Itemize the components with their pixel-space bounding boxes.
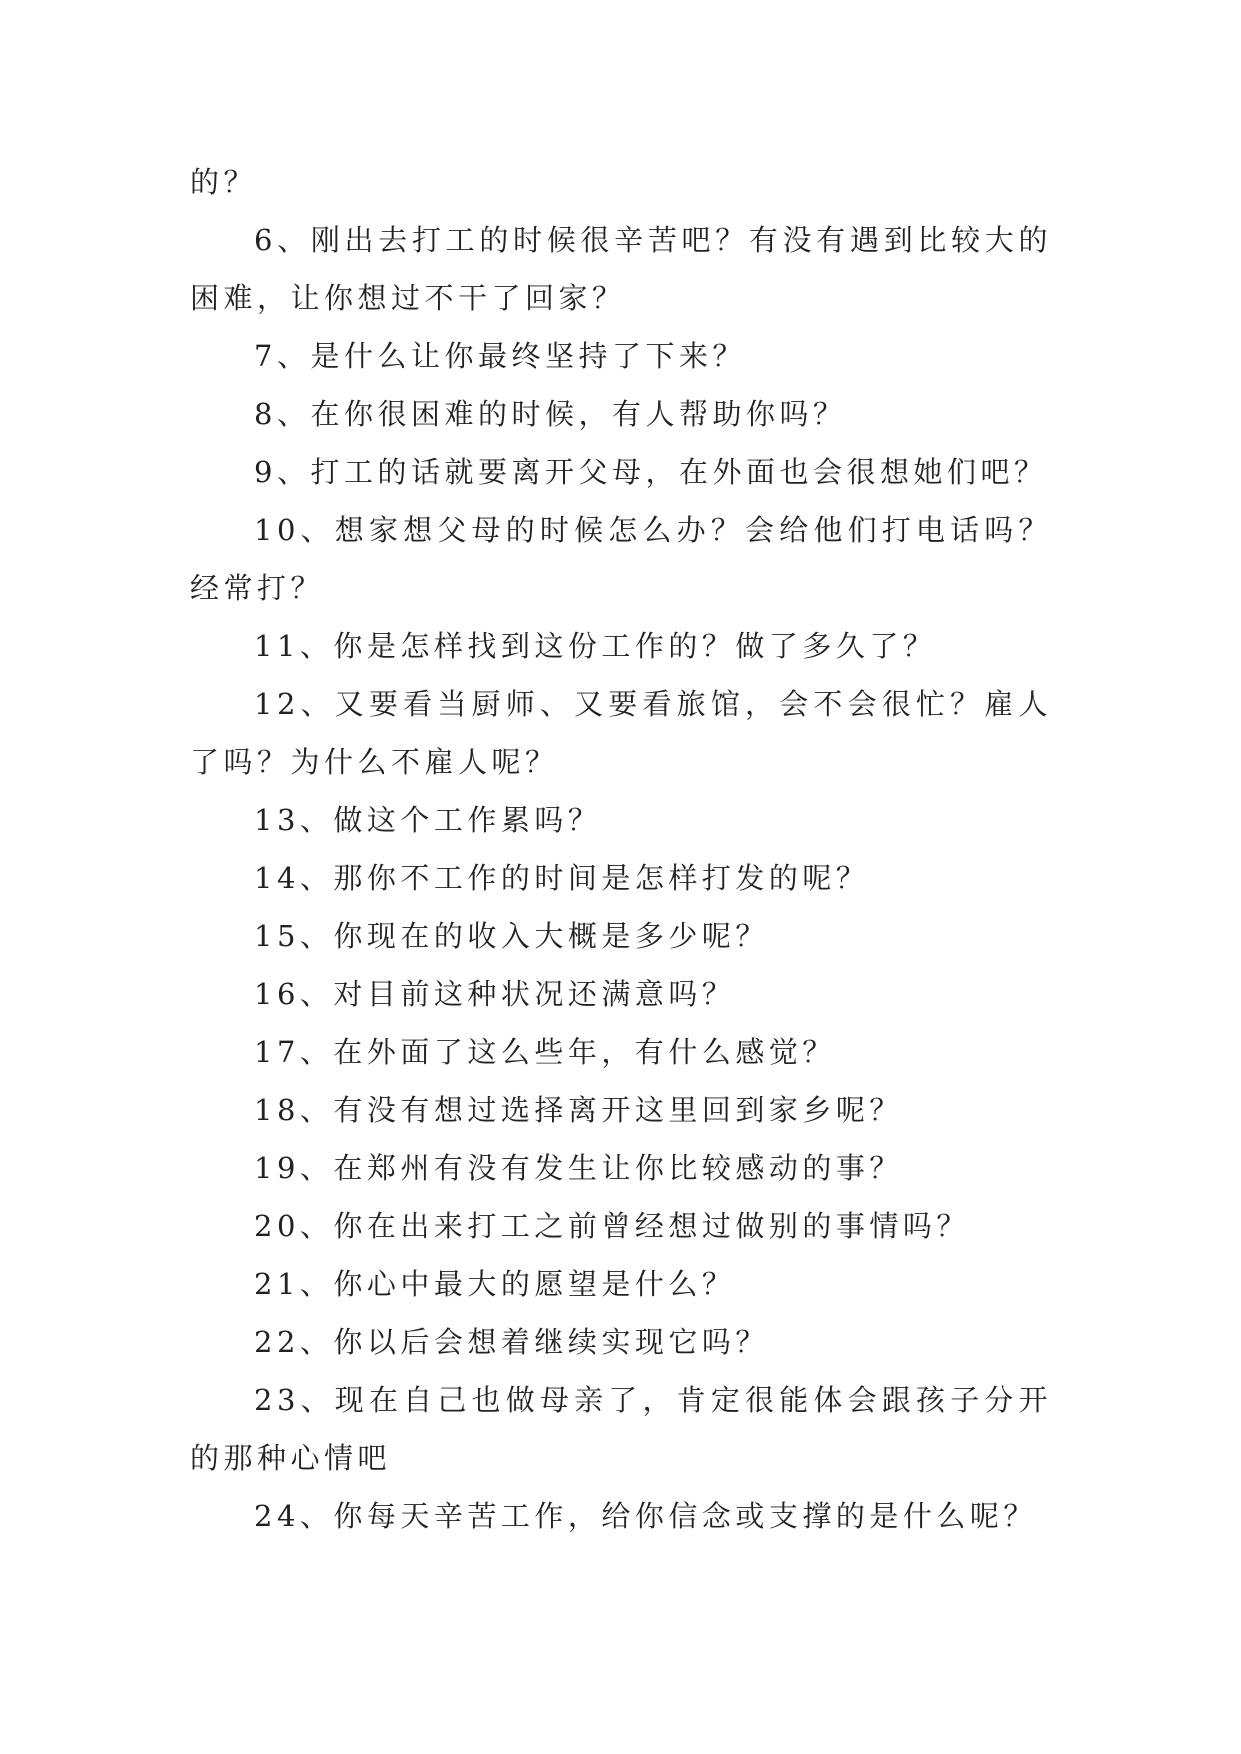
question-13: 13、做这个工作累吗？ — [254, 803, 602, 837]
question-8: 8、在你很困难的时候，有人帮助你吗？ — [254, 397, 847, 431]
question-19: 19、在郑州有没有发生让你比较感动的事？ — [254, 1151, 903, 1185]
paragraph-continuation: 的？ — [190, 165, 258, 199]
question-17: 17、在外面了这么些年，有什么感觉？ — [254, 1035, 836, 1069]
question-18: 18、有没有想过选择离开这里回到家乡呢？ — [254, 1093, 903, 1127]
question-23: 23、现在自己也做母亲了，肯定很能体会跟孩子分开的那种心情吧 — [190, 1383, 1052, 1475]
question-11: 11、你是怎样找到这份工作的？做了多久了？ — [254, 629, 937, 663]
question-9: 9、打工的话就要离开父母，在外面也会很想她们吧？ — [254, 455, 1048, 489]
question-15: 15、你现在的收入大概是多少呢？ — [254, 919, 769, 953]
question-21: 21、你心中最大的愿望是什么？ — [254, 1267, 736, 1301]
question-20: 20、你在出来打工之前曾经想过做别的事情吗？ — [254, 1209, 970, 1243]
question-22: 22、你以后会想着继续实现它吗？ — [254, 1325, 769, 1359]
question-10: 10、想家想父母的时候怎么办？会给他们打电话吗？经常打？ — [190, 513, 1052, 605]
question-12: 12、又要看当厨师、又要看旅馆，会不会很忙？雇人了吗？为什么不雇人呢？ — [190, 687, 1052, 779]
question-16: 16、对目前这种状况还满意吗？ — [254, 977, 736, 1011]
question-24: 24、你每天辛苦工作，给你信念或支撑的是什么呢？ — [254, 1499, 1037, 1533]
question-6: 6、刚出去打工的时候很辛苦吧？有没有遇到比较大的困难，让你想过不干了回家？ — [190, 223, 1052, 315]
document-body — [190, 153, 1052, 1545]
question-14: 14、那你不工作的时间是怎样打发的呢？ — [254, 861, 870, 895]
question-7: 7、是什么让你最终坚持了下来？ — [254, 339, 746, 373]
